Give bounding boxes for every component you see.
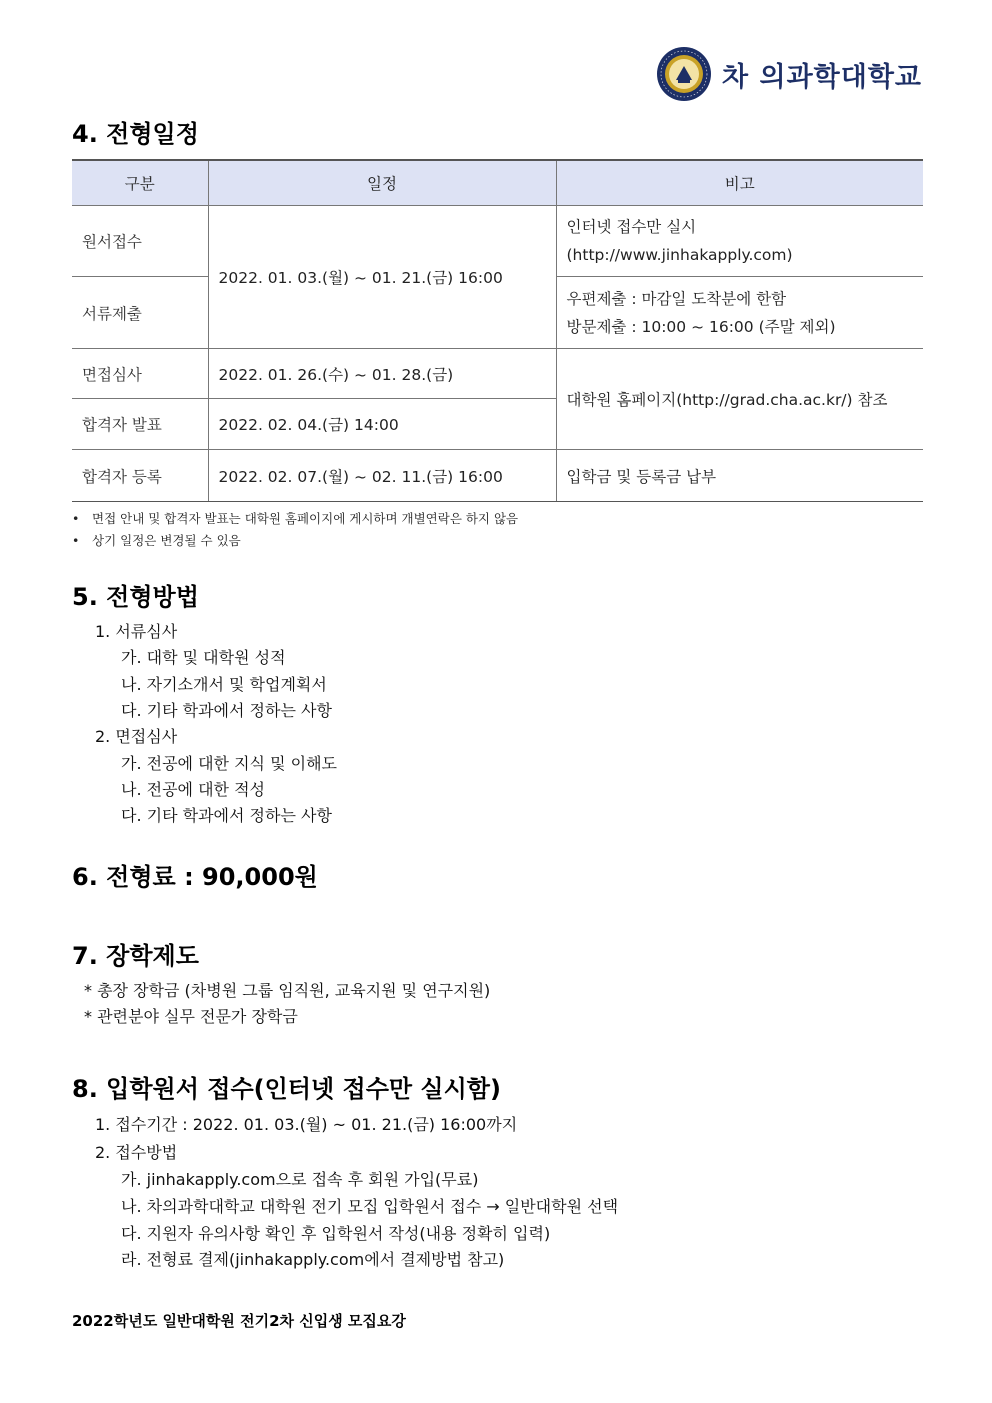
logo-text: 차 의과학대학교: [722, 61, 922, 93]
method-sub-item: 가. 대학 및 대학원 성적: [121, 648, 286, 667]
document-footer: 2022학년도 일반대학원 전기2차 신입생 모집요강: [72, 1312, 406, 1330]
column-header: 비고: [556, 160, 923, 206]
application-period: 1. 접수기간 : 2022. 01. 03.(월) ~ 01. 21.(금) 16:00까지: [95, 1115, 518, 1134]
row-label: 서류제출: [72, 277, 208, 349]
row-label: 합격자 발표: [72, 399, 208, 450]
application-method-title: 2. 접수방법: [95, 1143, 178, 1162]
method-sub-item: 나. 자기소개서 및 학업계획서: [121, 675, 327, 694]
section-heading-method: 5. 전형방법: [72, 583, 199, 611]
application-step: 라. 전형료 결제(jinhakapply.com에서 결제방법 참고): [121, 1250, 505, 1269]
schedule-note: 입학금 및 등록금 납부: [556, 450, 923, 502]
university-seal-icon: [656, 46, 712, 102]
section-heading-scholarship: 7. 장학제도: [72, 942, 199, 970]
method-sub-item: 나. 전공에 대한 적성: [121, 780, 265, 799]
schedule-note: 인터넷 접수만 실시 (http://www.jinhakapply.com): [556, 206, 923, 277]
section-heading-application: 8. 입학원서 접수(인터넷 접수만 실시함): [72, 1075, 501, 1103]
schedule-note: 우편제출 : 마감일 도착분에 한함 방문제출 : 10:00 ~ 16:00 (주말 제외): [556, 277, 923, 349]
section-heading-schedule: 4. 전형일정: [72, 120, 199, 148]
schedule-date: 2022. 01. 03.(월) ~ 01. 21.(금) 16:00: [208, 206, 556, 349]
schedule-date: 2022. 02. 04.(금) 14:00: [208, 399, 556, 450]
note-item: • 상기 일정은 변경될 수 있음: [72, 533, 241, 548]
table-row: [72, 349, 923, 399]
row-label: 면접심사: [72, 349, 208, 399]
scholarship-item: * 총장 장학금 (차병원 그룹 임직원, 교육지원 및 연구지원): [84, 981, 491, 1000]
table-row: [72, 450, 923, 502]
table-row: [72, 206, 923, 277]
section-heading-fee: 6. 전형료 : 90,000원: [72, 863, 318, 891]
application-step: 나. 차의과학대학교 대학원 전기 모집 입학원서 접수 → 일반대학원 선택: [121, 1197, 619, 1216]
method-sub-item: 다. 기타 학과에서 정하는 사항: [121, 806, 332, 825]
schedule-note: 대학원 홈페이지(http://grad.cha.ac.kr/) 참조: [556, 349, 923, 450]
note-item: • 면접 안내 및 합격자 발표는 대학원 홈페이지에 게시하며 개별연락은 하지 않음: [72, 511, 519, 526]
table-header-row: [72, 160, 923, 206]
scholarship-item: * 관련분야 실무 전문가 장학금: [84, 1007, 298, 1026]
application-step: 가. jinhakapply.com으로 접속 후 회원 가입(무료): [121, 1170, 479, 1189]
row-label: 원서접수: [72, 206, 208, 277]
method-item-title: 1. 서류심사: [95, 622, 178, 641]
university-logo: [656, 46, 922, 102]
column-header: 일정: [208, 160, 556, 206]
schedule-table: [72, 159, 923, 502]
method-sub-item: 다. 기타 학과에서 정하는 사항: [121, 701, 332, 720]
schedule-date: 2022. 02. 07.(월) ~ 02. 11.(금) 16:00: [208, 450, 556, 502]
schedule-date: 2022. 01. 26.(수) ~ 01. 28.(금): [208, 349, 556, 399]
method-item-title: 2. 면접심사: [95, 727, 178, 746]
application-step: 다. 지원자 유의사항 확인 후 입학원서 작성(내용 정확히 입력): [121, 1224, 551, 1243]
method-sub-item: 가. 전공에 대한 지식 및 이해도: [121, 754, 337, 773]
column-header: 구분: [72, 160, 208, 206]
row-label: 합격자 등록: [72, 450, 208, 502]
